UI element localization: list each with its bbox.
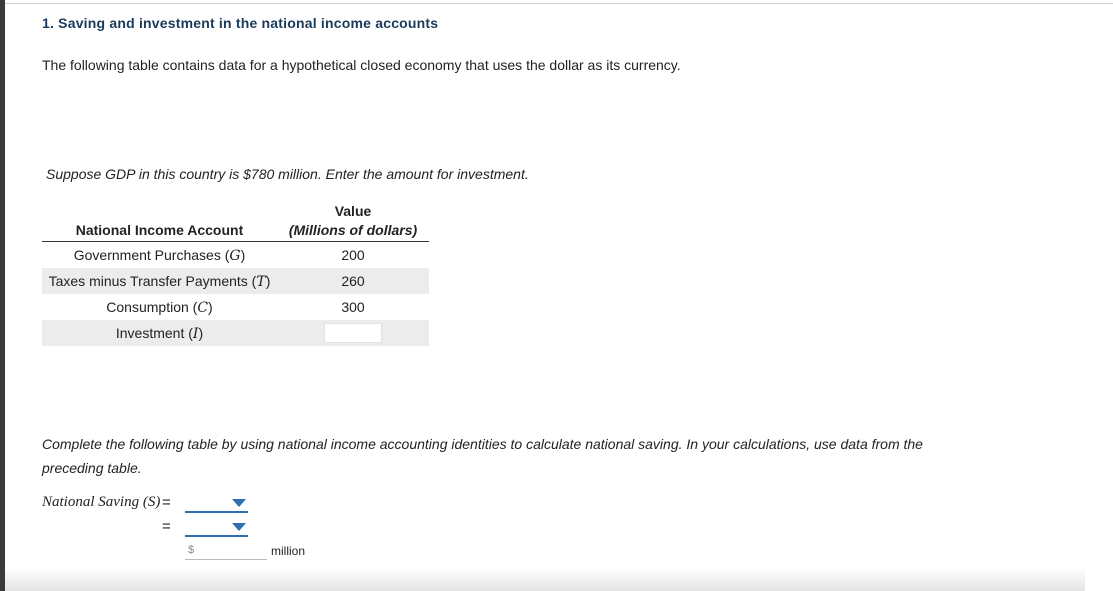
dollar-sign: $	[188, 544, 195, 556]
table-row: Government Purchases (G) 200	[42, 242, 429, 269]
unit-label: million	[271, 544, 306, 558]
table-row: Investment (I)	[42, 320, 429, 346]
row-value: 300	[341, 299, 365, 315]
value-header: Value	[334, 203, 372, 219]
saving-formula-dropdown-1[interactable]	[185, 495, 248, 513]
intro-text: The following table contains data for a hypothetical closed economy that uses the dollar as its currency.	[42, 57, 681, 73]
equals-sign: =	[162, 494, 171, 511]
question-heading: 1. Saving and investment in the national income accounts	[42, 15, 439, 31]
investment-input[interactable]	[324, 323, 382, 343]
table-row: Consumption (C) 300	[42, 294, 429, 320]
row-label: Taxes minus Transfer Payments (	[48, 272, 257, 289]
row-variable: I	[192, 325, 199, 342]
row-value: 260	[277, 268, 429, 294]
saving-amount-input[interactable]	[185, 541, 267, 560]
row-label: Investment (	[115, 324, 193, 341]
top-divider	[5, 3, 1113, 4]
dropdown-arrow-icon	[232, 499, 246, 507]
equals-sign: =	[162, 518, 171, 535]
national-saving-label: National Saving (S)	[42, 494, 161, 510]
units-header: (Millions of dollars)	[288, 222, 418, 238]
saving-prompt: Complete the following table by using national income accounting identities to calculate national saving. In your calculations, use data from the preceding table.	[42, 436, 923, 476]
row-variable: C	[197, 299, 209, 316]
dropdown-arrow-icon	[232, 523, 246, 531]
bottom-shadow	[5, 567, 1085, 591]
row-variable: T	[256, 273, 266, 290]
table-row: Taxes minus Transfer Payments (T) 260	[42, 268, 429, 294]
row-label: Government Purchases (	[73, 246, 230, 263]
row-label: Consumption (	[106, 298, 198, 315]
account-header: National Income Account	[42, 219, 277, 242]
national-income-table	[42, 197, 429, 346]
left-edge-bar	[0, 0, 5, 591]
row-value: 200	[341, 247, 365, 263]
row-variable: G	[229, 247, 241, 264]
saving-formula-dropdown-2[interactable]	[185, 519, 248, 537]
gdp-prompt: Suppose GDP in this country is $780 million. Enter the amount for investment.	[46, 166, 529, 182]
